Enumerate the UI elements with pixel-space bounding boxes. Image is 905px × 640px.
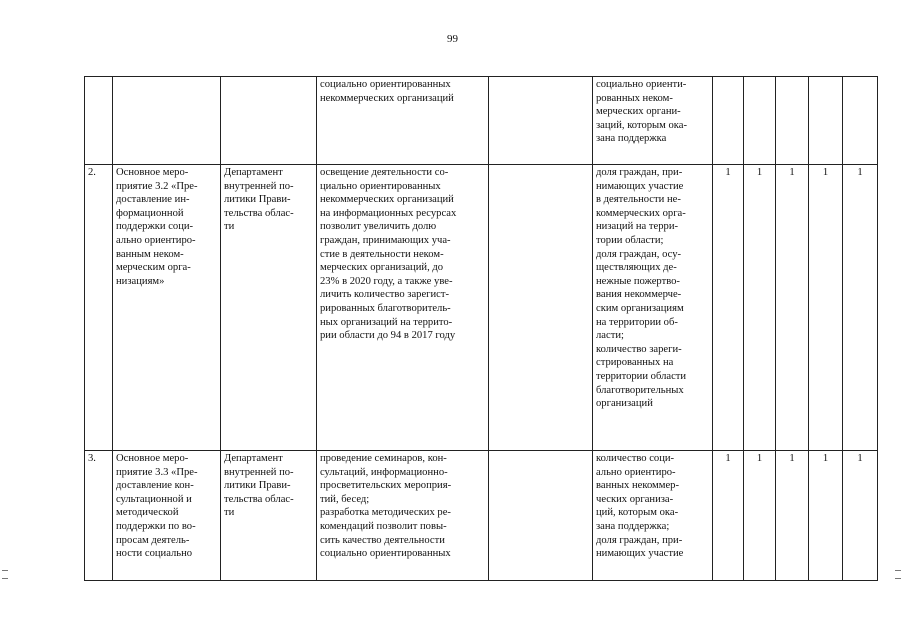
scan-mark <box>895 570 901 571</box>
value-cell: 1 <box>843 165 878 451</box>
expected-result: проведение семинаров, кон- сультаций, информационно- просветительских мероприя- тий, бесед; разработка методических ре- комендаций позволит повы- сить качество деятельности социально ориентированных <box>317 451 489 581</box>
value-cell: 1 <box>776 165 809 451</box>
value-cell: 1 <box>713 451 744 581</box>
scan-mark <box>2 570 8 571</box>
deadline <box>489 451 593 581</box>
value-cell <box>809 77 843 165</box>
table-row <box>85 77 878 165</box>
value-cell: 1 <box>713 165 744 451</box>
indicators: социально ориенти- рованных неком- мерческих органи- заций, которым ока- зана поддержка <box>593 77 713 165</box>
row-number: 3. <box>85 451 113 581</box>
deadline <box>489 165 593 451</box>
indicators: доля граждан, при- нимающих участие в деятельности не- коммерческих орга- низаций на терри- тории области; доля граждан, осу- ществляющих де- нежные пожертво- вания некоммерче- ским организациям на территории об- ласти; количество зареги- стрированных на территории области благотворительных организаций <box>593 165 713 451</box>
value-cell: 1 <box>776 451 809 581</box>
value-cell: 1 <box>744 451 776 581</box>
deadline <box>489 77 593 165</box>
value-cell <box>776 77 809 165</box>
activity-name: Основное меро- приятие 3.2 «Пре- доставление ин- формационной поддержки соци- ально ориентиро- ванным неком- мерческим орга- низациям» <box>113 165 221 451</box>
row-number <box>85 77 113 165</box>
value-cell <box>843 77 878 165</box>
value-cell <box>744 77 776 165</box>
page-number: 99 <box>447 33 458 45</box>
scan-mark <box>895 578 901 579</box>
activity-name: Основное меро- приятие 3.3 «Пре- доставление кон- сультационной и методической поддержки по во- просам деятель- ности социально <box>113 451 221 581</box>
scan-mark <box>2 578 8 579</box>
expected-result: освещение деятельности со- циально ориентированных некоммерческих организаций на информационных ресурсах позволит увеличить долю граждан, принимающих уча- стие в деятельности неком- мерческих организаций, до 23% в 2020 году, а также уве- личить количество зарегист- рированных благотворитель- ных организаций на террито- рии области до 94 в 2017 году <box>317 165 489 451</box>
value-cell: 1 <box>809 451 843 581</box>
executor: Департамент внутренней по- литики Прави- тельства облас- ти <box>221 451 317 581</box>
value-cell: 1 <box>843 451 878 581</box>
indicators: количество соци- ально ориентиро- ванных некоммер- ческих организа- ций, которым ока- зана поддержка; доля граждан, при- нимающих участие <box>593 451 713 581</box>
expected-result: социально ориентированных некоммерческих организаций <box>317 77 489 165</box>
activity-name <box>113 77 221 165</box>
table-row <box>85 451 878 581</box>
value-cell <box>713 77 744 165</box>
executor: Департамент внутренней по- литики Прави- тельства облас- ти <box>221 165 317 451</box>
value-cell: 1 <box>744 165 776 451</box>
table-row <box>85 165 878 451</box>
executor <box>221 77 317 165</box>
program-table <box>84 76 878 581</box>
value-cell: 1 <box>809 165 843 451</box>
row-number: 2. <box>85 165 113 451</box>
